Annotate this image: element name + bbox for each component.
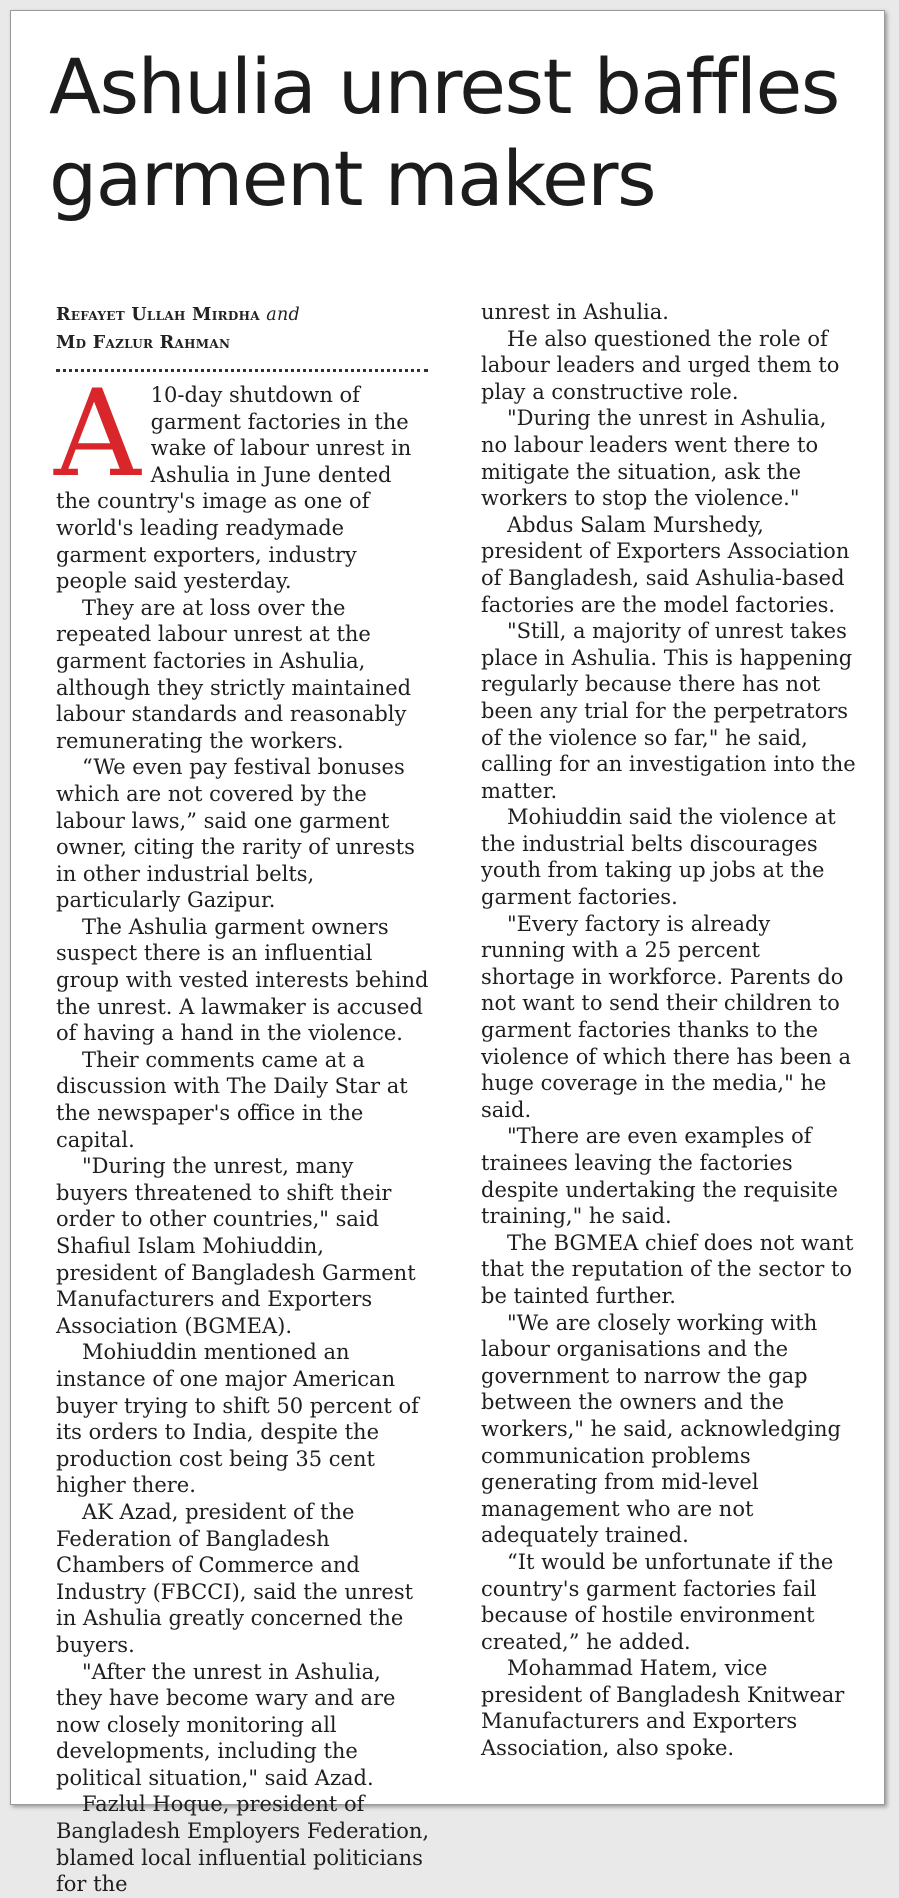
paragraph: "Every factory is already running with a 25 percent shortage in workforce. Parents do not want to send their children to garment factories thanks to the violence of which there has been a huge coverage in the media," he said. xyxy=(481,911,852,1122)
headline: Ashulia unrest baffles garment makers xyxy=(49,42,839,223)
byline-conjunction: and xyxy=(266,305,301,325)
paragraph: "There are even examples of trainees leaving the factories despite undertaking the requisite training," he said. xyxy=(481,1124,838,1229)
paragraph: "We are closely working with labour organisations and the government to narrow the gap between the owners and the workers," he said, acknowledging communication problems generating from mid-level management who are not adequately trained. xyxy=(481,1310,841,1548)
paragraph: AK Azad, president of the Federation of Bangladesh Chambers of Commerce and Industry (FBCCI), said the unrest in Ashulia greatly concerned the buyers. xyxy=(56,1499,414,1657)
paragraph: "During the unrest, many buyers threatened to shift their order to other countries," said Shafiul Islam Mohiuddin, president of Bangladesh Garment Manufacturers and Exporters Association (BGMEA). xyxy=(56,1154,416,1338)
paragraph: Abdus Salam Murshedy, president of Exporters Association of Bangladesh, said Ashulia-based factories are the model factories. xyxy=(481,512,850,617)
paragraph: "During the unrest in Ashulia, no labour leaders went there to mitigate the situation, ask the workers to stop the violence." xyxy=(481,406,827,511)
paragraph: unrest in Ashulia. xyxy=(481,300,669,324)
byline xyxy=(56,301,431,357)
paragraph: "After the unrest in Ashulia, they have become wary and are now closely monitoring all developments, including the political situation," said Azad. xyxy=(56,1659,396,1790)
paragraph: They are at loss over the repeated labour unrest at the garment factories in Ashulia, although they strictly maintained labour standards and reasonably remunerating the workers. xyxy=(56,595,412,753)
paragraph: “We even pay festival bonuses which are not covered by the labour laws,” said one garment owner, citing the rarity of unrests in other industrial belts, particularly Gazipur. xyxy=(56,755,415,913)
paragraph: The Ashulia garment owners suspect there is an influential group with vested interests behind the unrest. A lawmaker is accused of having a hand in the violence. xyxy=(56,914,429,1046)
drop-cap: A xyxy=(54,365,141,504)
article-column-1 xyxy=(56,301,431,1898)
paragraph: "Still, a majority of unrest takes place in Ashulia. This is happening regularly because there has not been any trial for the perpetrators of the violence so far," he said, calling for an investigation into the matter. xyxy=(481,619,856,803)
paragraph: “It would be unfortunate if the country's garment factories fail because of hostile environment created,” he added. xyxy=(481,1549,834,1654)
paragraph xyxy=(54,365,431,595)
author-1: Refayet Ullah Mirdha xyxy=(56,305,260,325)
paragraph: Their comments came at a discussion with The Daily Star at the newspaper's office in the capital. xyxy=(56,1047,408,1152)
paragraph: Mohammad Hatem, vice president of Bangladesh Knitwear Manufacturers and Exporters Association, also spoke. xyxy=(481,1656,845,1761)
paragraph: The BGMEA chief does not want that the reputation of the sector to be tainted further. xyxy=(481,1230,854,1308)
byline-line-1 xyxy=(56,301,431,329)
author-2: Md Fazlur Rahman xyxy=(56,333,231,353)
article-column-2 xyxy=(481,299,856,1762)
column-1-body xyxy=(54,365,431,1898)
paragraph: He also questioned the role of labour leaders and urged them to play a constructive role. xyxy=(481,326,840,404)
paragraph: Mohiuddin said the violence at the industrial belts discourages youth from taking up jobs at the garment factories. xyxy=(481,805,836,910)
paragraph: Fazlul Hoque, president of Bangladesh Employers Federation, blamed local influential politicians for the xyxy=(56,1792,430,1897)
byline-line-2 xyxy=(56,329,431,357)
news-clipping xyxy=(10,10,885,1897)
paragraph-text: 10-day shutdown of garment factories in the wake of labour unrest in Ashulia in June dented the country's image as one of world's leading readymade garment exporters, industry people said yesterday. xyxy=(56,383,412,594)
paragraph: Mohiuddin mentioned an instance of one major American buyer trying to shift 50 percent of its orders to India, despite the production cost being 35 cent higher there. xyxy=(56,1340,419,1498)
